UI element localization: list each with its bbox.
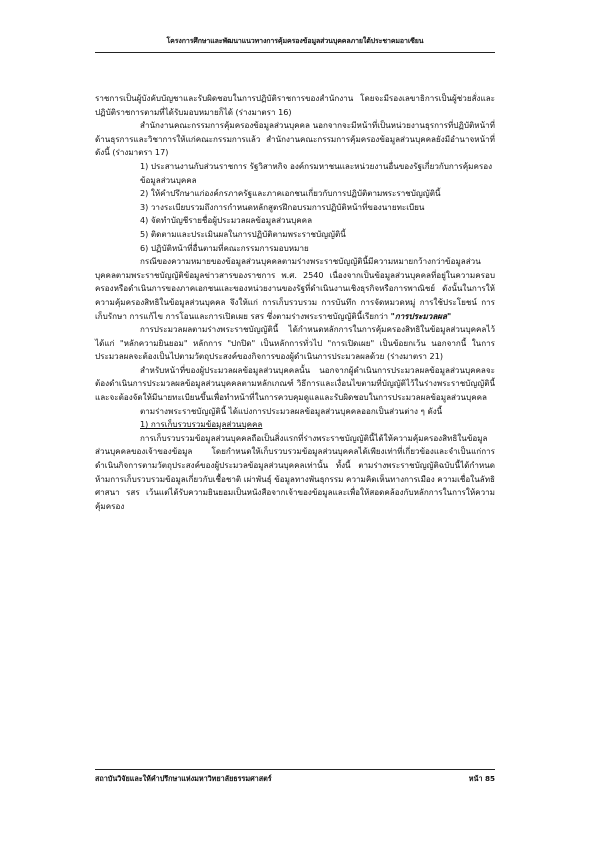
paragraph-7: การเก็บรวบรวมข้อมูลส่วนบุคคลถือเป็นสิ่งแรกที่ร่างพระราชบัญญัตินี้ได้ให้ความคุ้มครองสิทธิในข้อมูลส่วนบุคคลของเจ้าของข้อมูล โดยกำหนดให้เก็บรวบรวมข้อมูลส่วนบุคคลได้เพียงเท่าที่เกี่ยวข้องและจำเป็นแก่การดำเนินกิจการตามวัตถุประสงค์ของผู้ประมวลข้อมูลส่วนบุคคลเท่านั้น ทั้งนี้ ตามร่างพระราชบัญญัติฉบับนี้ได้กำหนดห้ามการเก็บรวบรวมข้อมูลเกี่ยวกับเชื้อชาติ เผ่าพันธุ์ ข้อมูลทางพันธุกรรม ความคิดเห็นทางการเมือง ความเชื่อในลัทธิ ศาสนา รสร เว้นแต่ได้รับความยินยอมเป็นหนังสือจากเจ้าของข้อมูลและเพื่อให้สอดคล้องกับหลักการในการให้ความคุ้มครอง xyxy=(95,432,495,511)
list-item-4: 4) จัดทำบัญชีรายชื่อผู้ประมวลผลข้อมูลส่วนบุคคล xyxy=(140,215,313,226)
body-text xyxy=(95,92,495,513)
processing-term: "การประมวลผล" xyxy=(390,310,452,321)
paragraph-4: การประมวลผลตามร่างพระราชบัญญัตินี้ ได้กำหนดหลักการในการคุ้มครองสิทธิในข้อมูลส่วนบุคคลไว้ ได้แก่ "หลักความยินยอม" หลักการ "ปกปิด" เป็นหลักการทั่วไป "การเปิดเผย" เป็นข้อยกเว้น นอกจากนี้ ในการประมวลผลจะต้องเป็นไปตามวัตถุประสงค์ของกิจการของผู้ดำเนินการประมวลผลด้วย (ร่างมาตรา 21) xyxy=(95,324,495,362)
paragraph-5: สำหรับหน้าที่ของผู้ประมวลผลข้อมูลส่วนบุคคลนั้น นอกจากผู้ดำเนินการประมวลผลข้อมูลส่วนบุคคลจะต้องดำเนินการประมวลผลข้อมูลส่วนบุคคลตามหลักเกณฑ์ วิธีการและเงื่อนไขตามที่บัญญัติไว้ในร่างพระราชบัญญัตินี้ และจะต้องจัดให้มีนายทะเบียนขึ้นเพื่อทำหน้าที่ในการควบคุมดูแลและรับผิดชอบในการประมวลผลข้อมูลส่วนบุคคล xyxy=(95,364,495,403)
list-item-5: 5) ติดตามและประเมินผลในการปฏิบัติตามพระราชบัญญัตินี้ xyxy=(140,228,346,239)
running-header: โครงการศึกษาและพัฒนาแนวทางการคุ้มครองข้อมูลส่วนบุคคลภายใต้ประชาคมอาเซียน xyxy=(166,37,424,45)
list-item-6: 6) ปฏิบัติหน้าที่อื่นตามที่คณะกรรมการมอบหมาย xyxy=(140,242,309,253)
paragraph-3-text: กรณีของความหมายของข้อมูลส่วนบุคคลตามร่างพระราชบัญญัตินี้มีความหมายกว้างกว่าข้อมูลส่วนบุคคลตามพระราชบัญญัติข้อมูลข่าวสารของราชการ พ.ศ. 2540 เนื่องจากเป็นข้อมูลส่วนบุคคลที่อยู่ในความครอบครองหรือดำเนินการของภาคเอกชนและของหน่วยงานของรัฐที่ดำเนินงานเชิงธุรกิจหรือการพาณิชย์ ดังนั้นในการให้ความคุ้มครองสิทธิในข้อมูลส่วนบุคคล จึงให้แก่ การเก็บรวบรวม การบันทึก การจัดหมวดหมู่ การใช้ประโยชน์ การเก็บรักษา การแก้ไข การโอนและการเปิดเผย รสร ซึ่งตามร่างพระราชบัญญัตินี้เรียกว่า xyxy=(95,256,495,321)
paragraph-6: ตามร่างพระราชบัญญัตินี้ ได้แบ่งการประมวลผลข้อมูลส่วนบุคคลออกเป็นส่วนต่าง ๆ ดังนี้ xyxy=(140,405,443,416)
paragraph-2: สำนักงานคณะกรรมการคุ้มครองข้อมูลส่วนบุคคล นอกจากจะมีหน้าที่เป็นหน่วยงานธุรการที่ปฏิบัติหน้าที่ด้านธุรการและวิชาการให้แก่คณะกรรมการแล้ว สำนักงานคณะกรรมการคุ้มครองข้อมูลส่วนบุคคลยังมีอำนาจหน้าที่ ดังนี้ (ร่างมาตรา 17) xyxy=(95,120,495,158)
list-item-1: 1) ประสานงานกับส่วนราชการ รัฐวิสาหกิจ องค์กรมหาชนและหน่วยงานอื่นของรัฐเกี่ยวกับการคุ้มครองข้อมูลส่วนบุคคล xyxy=(140,160,493,185)
page-number: หน้า 85 xyxy=(468,774,495,783)
footer-institution: สถาบันวิจัยและให้คำปรึกษาแห่งมหาวิทยาลัยธรรมศาสตร์ xyxy=(95,774,272,783)
list-item-2: 2) ให้คำปรึกษาแก่องค์กรภาครัฐและภาคเอกชนเกี่ยวกับการปฏิบัติตามพระราชบัญญัตินี้ xyxy=(140,188,441,199)
subheading-collection: 1) การเก็บรวบรวมข้อมูลส่วนบุคคล xyxy=(140,419,263,430)
header-rule xyxy=(95,52,495,53)
paragraph-1: ราชการเป็นผู้บังคับบัญชาและรับผิดชอบในการปฏิบัติราชการของสำนักงาน โดยจะมีรองเลขาธิการเป็นผู้ช่วยสั่งและปฏิบัติราชการตามที่ได้รับมอบหมายก็ได้ (ร่างมาตรา 16) xyxy=(95,93,495,117)
list-item-3: 3) วางระเบียบรวมถึงการกำหนดหลักสูตรฝึกอบรมการปฏิบัติหน้าที่ของนายทะเบียน xyxy=(140,201,425,212)
footer-rule xyxy=(95,769,495,770)
paragraph-3 xyxy=(95,255,495,323)
